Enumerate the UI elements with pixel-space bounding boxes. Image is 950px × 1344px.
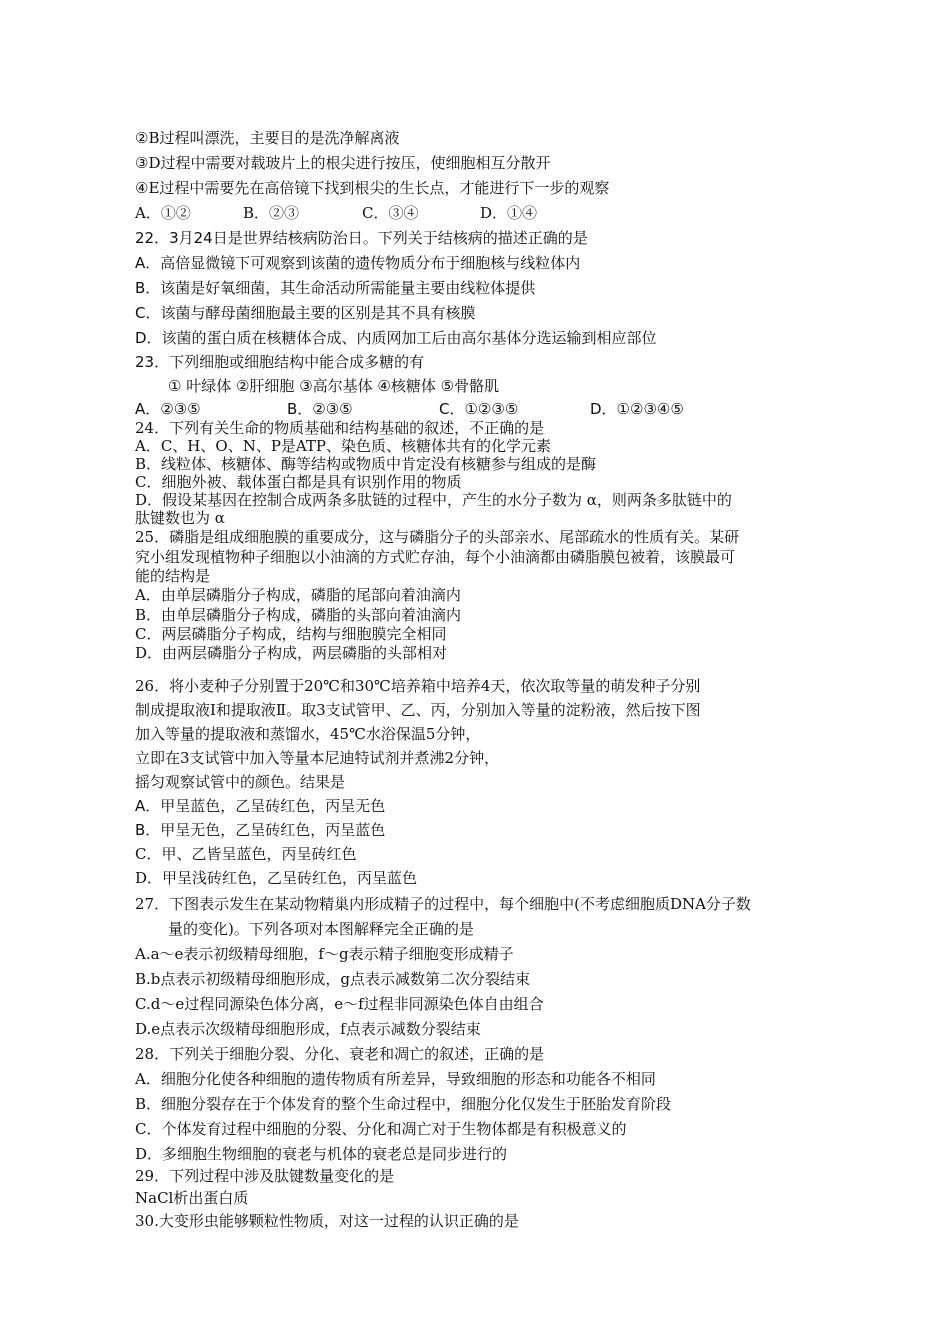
q25-stem-line2: 究小组发现植物种子细胞以小油滴的方式贮存油，每个小油滴都由磷脂膜包被着，该膜最可 (135, 548, 736, 566)
q27-stem-line1: 27．下图表示发生在某动物精巢内形成精子的过程中，每个细胞中(不考虑细胞质DNA分子数 (135, 895, 751, 913)
q22-option-a: A．高倍显微镜下可观察到该菌的遗传物质分布于细胞核与线粒体内 (135, 254, 581, 272)
q23-statements: ① 叶绿体 ②肝细胞 ③高尔基体 ④核糖体 ⑤骨骼肌 (168, 377, 500, 395)
q28-stem: 28．下列关于细胞分裂、分化、衰老和凋亡的叙述，正确的是 (135, 1045, 545, 1063)
q27-option-c: C.d～e过程同源染色体分离，e～f过程非同源染色体自由组合 (135, 995, 544, 1013)
q26-stem-line4: 立即在3支试管中加入等量本尼迪特试剂并煮沸2分钟， (135, 749, 500, 767)
q23-option-d: D．①②③④⑤ (590, 400, 684, 418)
q21-option-d: D．①④ (480, 204, 538, 222)
q21-statement-4: ④E过程中需要先在高倍镜下找到根尖的生长点，才能进行下一步的观察 (135, 179, 610, 197)
q25-stem-line3: 能的结构是 (135, 567, 211, 585)
q28-option-b: B．细胞分裂存在于个体发育的整个生命过程中，细胞分化仅发生于胚胎发育阶段 (135, 1095, 672, 1113)
q26-stem-line3: 加入等量的提取液和蒸馏水，45℃水浴保温5分钟， (135, 725, 481, 743)
q25-option-b: B．由单层磷脂分子构成，磷脂的头部向着油滴内 (135, 606, 462, 624)
q26-stem-line5: 摇匀观察试管中的颜色。结果是 (135, 773, 346, 791)
q22-stem: 22．3月24日是世界结核病防治日。下列关于结核病的描述正确的是 (135, 229, 588, 247)
q26-option-d: D．甲呈浅砖红色，乙呈砖红色，丙呈蓝色 (135, 869, 418, 887)
q21-option-a: A．①② (135, 204, 191, 222)
q26-option-a: A．甲呈蓝色，乙呈砖红色，丙呈无色 (135, 797, 386, 815)
q27-stem-line2: 量的变化)。下列各项对本图解释完全正确的是 (168, 920, 474, 938)
q30-stem: 30.大变形虫能够颗粒性物质，对这一过程的认识正确的是 (135, 1212, 519, 1230)
q21-statement-2: ②B过程叫漂洗，主要目的是洗净解离液 (135, 129, 400, 147)
q24-stem: 24．下列有关生命的物质基础和结构基础的叙述，不正确的是 (135, 419, 545, 437)
q21-statement-3: ③D过程中需要对载玻片上的根尖进行按压，使细胞相互分散开 (135, 154, 551, 172)
q27-option-d: D.e点表示次级精母细胞形成，f点表示减数分裂结束 (135, 1020, 481, 1038)
q22-option-d: D．该菌的蛋白质在核糖体合成、内质网加工后由高尔基体分选运输到相应部位 (135, 329, 657, 347)
q24-option-c: C．细胞外被、载体蛋白都是具有识别作用的物质 (135, 473, 462, 491)
q26-stem-line1: 26．将小麦种子分别置于20℃和30℃培养箱中培养4天，依次取等量的萌发种子分别 (135, 677, 701, 695)
q27-option-b: B.b点表示初级精母细胞形成，g点表示减数第二次分裂结束 (135, 970, 530, 988)
q28-option-c: C．个体发育过程中细胞的分裂、分化和凋亡对于生物体都是有积极意义的 (135, 1120, 627, 1138)
q23-option-c: C．①②③⑤ (439, 400, 519, 418)
q26-option-c: C．甲、乙皆呈蓝色，丙呈砖红色 (135, 845, 357, 863)
q29-stem: 29．下列过程中涉及肽键数量变化的是 (135, 1167, 395, 1185)
q24-option-d-line2: 肽键数也为 α (135, 509, 225, 527)
q25-option-a: A．由单层磷脂分子构成，磷脂的尾部向着油滴内 (135, 586, 461, 604)
q25-stem-line1: 25．磷脂是组成细胞膜的重要成分，这与磷脂分子的头部亲水、尾部疏水的性质有关。某研 (135, 528, 740, 546)
q25-option-c: C．两层磷脂分子构成，结构与细胞膜完全相同 (135, 625, 447, 643)
q28-option-d: D．多细胞生物细胞的衰老与机体的衰老总是同步进行的 (135, 1145, 508, 1163)
q23-option-b: B．②③⑤ (287, 400, 353, 418)
q24-option-d-line1: D．假设某基因在控制合成两条多肽链的过程中，产生的水分子数为 α，则两条多肽链中的 (135, 491, 732, 509)
q22-option-b: B．该菌是好氧细菌，其生命活动所需能量主要由线粒体提供 (135, 279, 536, 297)
q28-option-a: A．细胞分化使各种细胞的遗传物质有所差异，导致细胞的形态和功能各不相同 (135, 1070, 656, 1088)
q29-fragment: NaCl析出蛋白质 (135, 1189, 249, 1207)
q24-option-a: A．C、H、O、N、P是ATP、染色质、核糖体共有的化学元素 (135, 437, 552, 455)
q22-option-c: C．该菌与酵母菌细胞最主要的区别是其不具有核膜 (135, 304, 476, 322)
q23-option-a: A．②③⑤ (135, 400, 201, 418)
q24-option-b: B．线粒体、核糖体、酶等结构或物质中肯定没有核糖参与组成的是酶 (135, 455, 597, 473)
q21-option-c: C．③④ (362, 204, 419, 222)
q26-option-b: B．甲呈无色，乙呈砖红色，丙呈蓝色 (135, 821, 386, 839)
q21-option-b: B．②③ (243, 204, 300, 222)
q25-option-d: D．由两层磷脂分子构成，两层磷脂的头部相对 (135, 644, 448, 662)
q23-stem: 23．下列细胞或细胞结构中能合成多糖的有 (135, 353, 425, 371)
q27-option-a: A.a～e表示初级精母细胞，f～g表示精子细胞变形成精子 (135, 945, 514, 963)
q26-stem-line2: 制成提取液Ⅰ和提取液Ⅱ。取3支试管甲、乙、丙，分别加入等量的淀粉液，然后按下图 (135, 701, 701, 719)
